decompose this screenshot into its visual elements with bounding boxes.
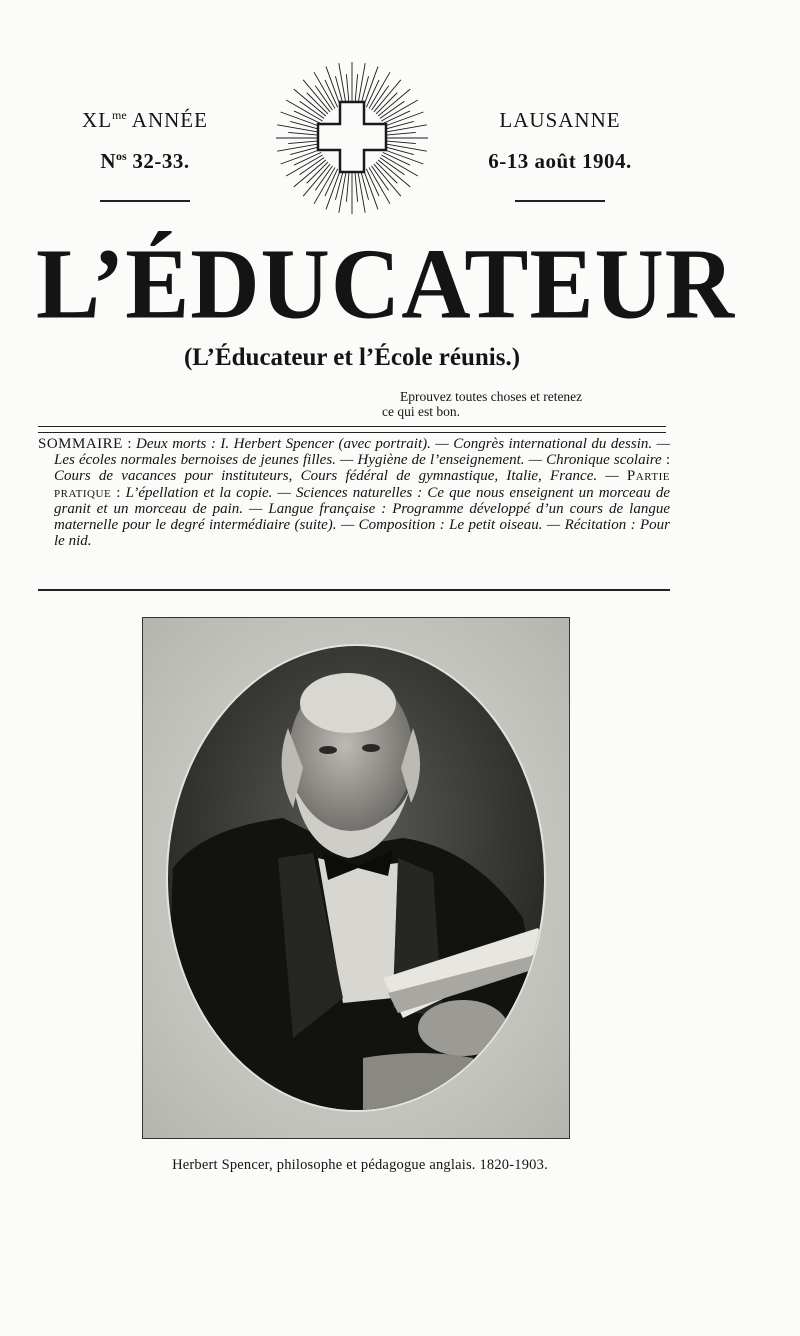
header-left xyxy=(60,108,230,202)
right-divider xyxy=(515,200,605,202)
swiss-cross-sunburst-icon xyxy=(270,62,434,226)
left-divider xyxy=(100,200,190,202)
motto: Eprouvez toutes choses et retenez ce qui est bon. xyxy=(382,389,583,419)
journal-subtitle: (L’Éducateur et l’École réunis.) xyxy=(183,344,521,371)
volume-year: $XL^{me}$ ANNÉE xyxy=(82,108,208,132)
summary-rule xyxy=(38,589,670,591)
portrait-image xyxy=(142,617,570,1139)
table-of-contents: SOMMAIRE : Deux morts : I. Herbert Spencer (avec portrait). — Congrès international du dessin. — Les écoles normales bernoises de jeunes filles. — Hygiène de l’enseignement. — Chronique scolaire : Cours de vacances pour instituteurs, Cours fédéral de gymnastique, Italie, France. — Partie pratique : L’épellation et la copie. — Sciences naturelles : Ce que nous enseignent un morceau de granit et un morceau de pain. — Langue française : Programme développé d’un cours de langue maternelle pour le degré intermédiaire (suite). — Composition : Le petit oiseau. — Récitation : Pour le nid. xyxy=(38,436,670,550)
portrait-caption: Herbert Spencer, philosophe et pédagogue anglais. 1820-1903. xyxy=(172,1157,548,1173)
journal-title: L’ÉDUCATEUR xyxy=(36,227,736,340)
issue-numbers: $N^{os}$ 32-33. xyxy=(100,149,190,173)
header-right xyxy=(460,108,660,202)
issue-date: 6-13 août 1904. xyxy=(488,149,632,173)
place: LAUSANNE xyxy=(499,108,621,132)
summary-label: SOMMAIRE xyxy=(38,436,123,452)
double-rule xyxy=(38,426,666,433)
